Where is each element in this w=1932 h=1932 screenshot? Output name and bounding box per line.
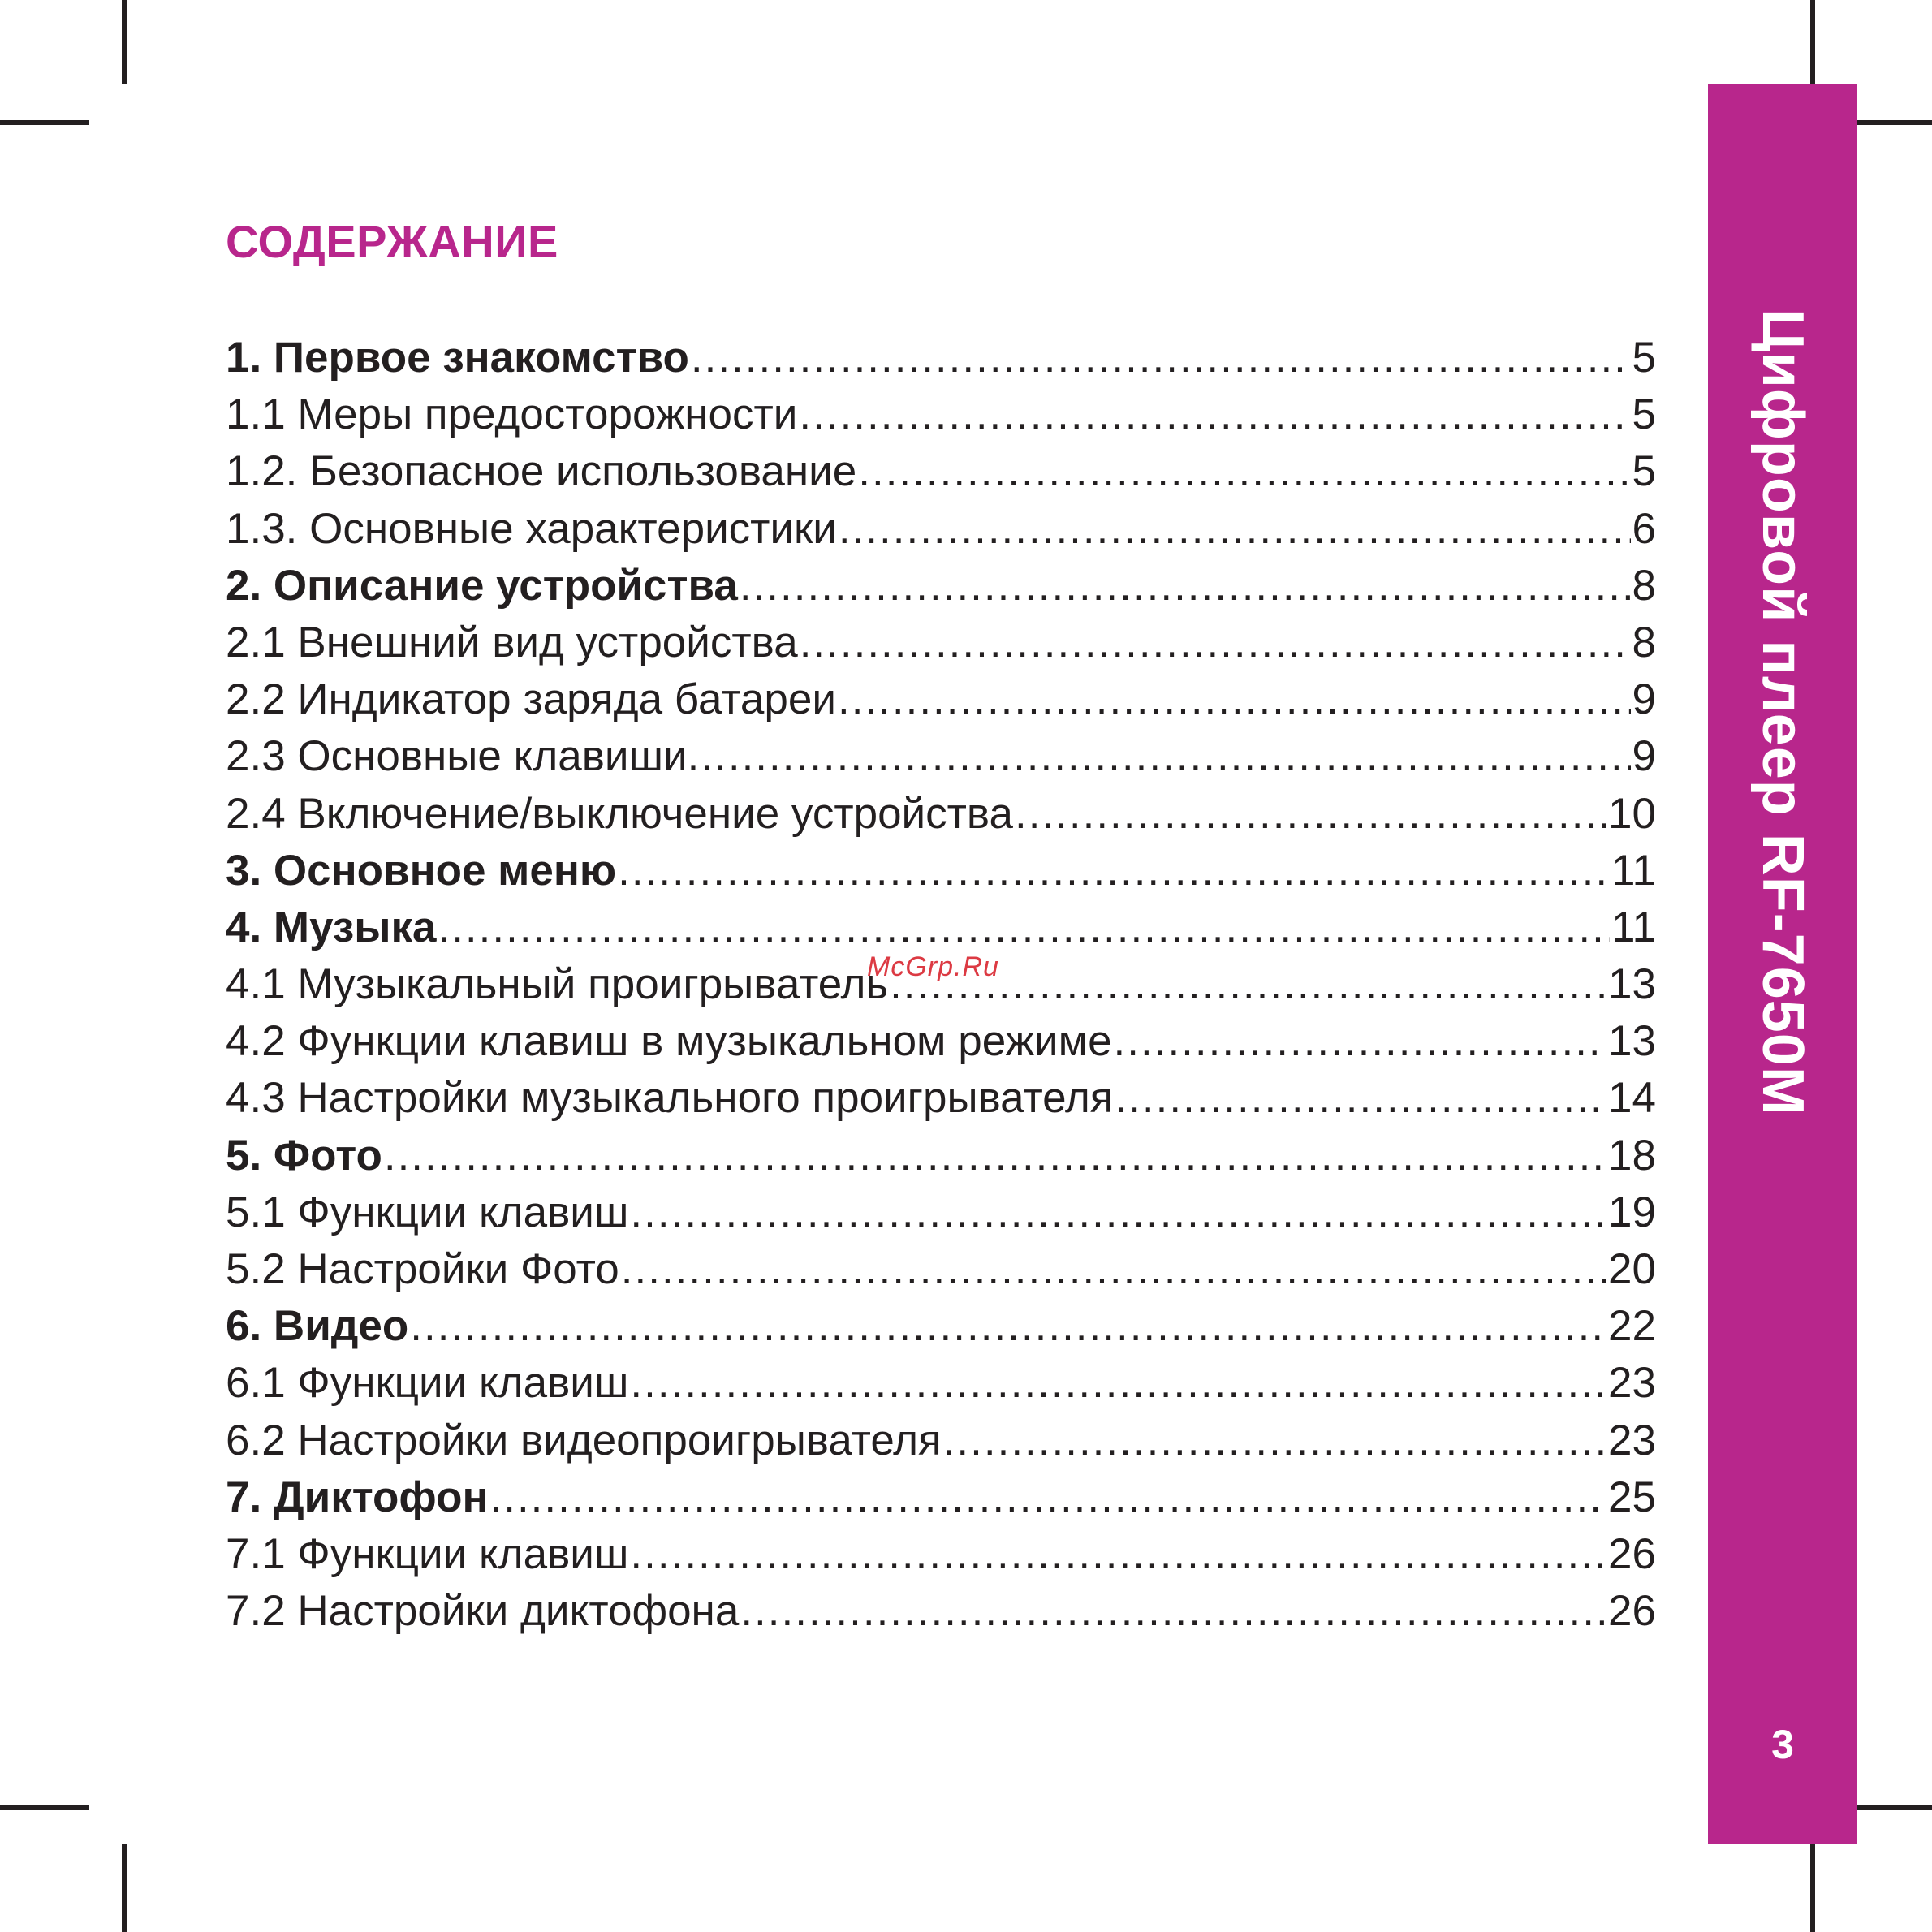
- toc-entry-title: 1.2. Безопасное использование: [226, 447, 857, 496]
- toc-entry[interactable]: [226, 786, 1656, 843]
- dot-leader: [621, 1241, 1606, 1298]
- toc-entry[interactable]: [226, 1184, 1656, 1241]
- toc-entry-title: 6.1 Функции клавиш: [226, 1359, 629, 1408]
- page-heading: СОДЕРЖАНИЕ: [226, 216, 558, 267]
- dot-leader: [630, 1526, 1606, 1583]
- dot-leader: [740, 558, 1631, 615]
- side-band: [1708, 84, 1857, 1844]
- toc-entry[interactable]: [226, 899, 1656, 956]
- crop-mark-top-left-v: [122, 0, 127, 84]
- toc-entry-title: 7. Диктофон: [226, 1473, 489, 1521]
- toc-entry-page: 23: [1608, 1359, 1656, 1408]
- toc-entry-title: 1. Первое знакомство: [226, 334, 689, 382]
- toc-entry[interactable]: [226, 501, 1656, 558]
- toc-entry-page: 25: [1608, 1473, 1656, 1521]
- toc-entry[interactable]: [226, 728, 1656, 785]
- toc-entry-page: 5: [1632, 390, 1656, 439]
- toc-entry[interactable]: [226, 558, 1656, 615]
- dot-leader: [1015, 786, 1606, 843]
- dot-leader: [691, 330, 1631, 386]
- toc-entry-page: 13: [1608, 1017, 1656, 1066]
- dot-leader: [701, 728, 1630, 785]
- toc-entry-title: 5.2 Настройки Фото: [226, 1245, 619, 1293]
- watermark: McGrp.Ru: [867, 951, 999, 982]
- toc-entry[interactable]: [226, 1412, 1656, 1469]
- dot-leader: [943, 1412, 1606, 1469]
- toc-entry-page: 26: [1608, 1587, 1656, 1636]
- toc-entry-title: 3. Основное меню: [226, 846, 617, 895]
- toc-entry-page: 23: [1608, 1416, 1656, 1464]
- toc-entry-title: 7.1 Функции клавиш: [226, 1529, 629, 1578]
- toc-entry[interactable]: [226, 1526, 1656, 1583]
- toc-entry[interactable]: [226, 330, 1656, 386]
- toc-entry[interactable]: [226, 1298, 1656, 1355]
- toc-entry-page: 6: [1632, 504, 1656, 553]
- crop-mark-bottom-left-v: [122, 1844, 127, 1932]
- toc-entry-title: 1.3. Основные характеристики: [226, 504, 837, 553]
- toc-entry-page: 20: [1608, 1245, 1656, 1293]
- dot-leader: [799, 386, 1630, 443]
- toc-entry-title: 2.3 Основные клавиши.: [226, 732, 700, 781]
- toc-entry-page: 9: [1632, 732, 1656, 781]
- dot-leader: [1114, 1013, 1607, 1070]
- toc-entry-page: 8: [1632, 561, 1656, 610]
- toc-entry-title: 2.1 Внешний вид устройства: [226, 618, 798, 666]
- table-of-contents: [226, 330, 1656, 1640]
- dot-leader: [740, 1583, 1606, 1640]
- toc-entry-title: 4. Музыка: [226, 903, 437, 951]
- toc-entry[interactable]: [226, 1128, 1656, 1184]
- toc-entry[interactable]: [226, 1583, 1656, 1640]
- crop-mark-bottom-right-v: [1810, 1844, 1815, 1932]
- toc-entry[interactable]: [226, 671, 1656, 728]
- page-number: 3: [1771, 1722, 1794, 1767]
- toc-entry[interactable]: [226, 1469, 1656, 1526]
- toc-entry-page: 22: [1608, 1302, 1656, 1351]
- toc-entry-title: 5.1 Функции клавиш: [226, 1188, 629, 1236]
- toc-entry-title: 1.1 Меры предосторожности: [226, 390, 798, 439]
- toc-entry-page: 8: [1632, 618, 1656, 666]
- dot-leader: [618, 843, 1610, 899]
- toc-entry-page: 13: [1608, 960, 1656, 1009]
- crop-mark-bottom-left-h: [0, 1805, 89, 1810]
- toc-entry-title: 7.2 Настройки диктофона: [226, 1587, 740, 1636]
- toc-entry-title: 6.2 Настройки видеопроигрывателя: [226, 1416, 942, 1464]
- toc-entry-page: 5: [1632, 334, 1656, 382]
- dot-leader: [800, 615, 1631, 671]
- toc-entry-title: 6. Видео: [226, 1302, 409, 1351]
- crop-mark-top-right-v: [1810, 0, 1815, 84]
- crop-mark-top-left-h: [0, 120, 89, 125]
- crop-mark-bottom-right-h: [1848, 1805, 1932, 1810]
- dot-leader: [384, 1128, 1606, 1184]
- dot-leader: [858, 443, 1630, 500]
- toc-entry[interactable]: [226, 386, 1656, 443]
- dot-leader: [1115, 1070, 1606, 1127]
- dot-leader: [838, 671, 1631, 728]
- toc-entry[interactable]: [226, 1070, 1656, 1127]
- toc-entry-title: 2. Описание устройства: [226, 561, 738, 610]
- dot-leader: [410, 1298, 1606, 1355]
- toc-entry-title: 5. Фото: [226, 1131, 382, 1179]
- toc-entry-page: 18: [1608, 1131, 1656, 1179]
- toc-entry-page: 10: [1608, 789, 1656, 838]
- dot-leader: [438, 899, 1610, 956]
- toc-entry[interactable]: [226, 615, 1656, 671]
- dot-leader: [839, 501, 1631, 558]
- toc-entry-title: 2.2 Индикатор заряда батареи: [226, 675, 836, 724]
- toc-entry[interactable]: [226, 843, 1656, 899]
- toc-entry[interactable]: [226, 1355, 1656, 1412]
- toc-entry-title: 4.2 Функции клавиш в музыкальном режиме: [226, 1017, 1112, 1066]
- toc-entry-page: 26: [1608, 1529, 1656, 1578]
- toc-entry-page: 19: [1608, 1188, 1656, 1236]
- toc-entry-page: 5: [1632, 447, 1656, 496]
- toc-entry-page: 11: [1611, 846, 1656, 895]
- product-title: Цифровой плеер RF-7650M: [1750, 308, 1815, 1116]
- dot-leader: [630, 1355, 1606, 1412]
- toc-entry-page: 9: [1632, 675, 1656, 724]
- crop-mark-top-right-h: [1848, 120, 1932, 125]
- toc-entry[interactable]: [226, 1013, 1656, 1070]
- toc-entry-title: 4.1 Музыкальный проигрыватель: [226, 960, 889, 1009]
- toc-entry-title: 4.3 Настройки музыкального проигрывателя: [226, 1074, 1114, 1123]
- toc-entry-title: 2.4 Включение/выключение устройства: [226, 789, 1013, 838]
- toc-entry[interactable]: [226, 1241, 1656, 1298]
- dot-leader: [490, 1469, 1607, 1526]
- toc-entry-page: 11: [1611, 903, 1656, 951]
- dot-leader: [630, 1184, 1606, 1241]
- toc-entry-page: 14: [1608, 1074, 1656, 1123]
- toc-entry[interactable]: [226, 443, 1656, 500]
